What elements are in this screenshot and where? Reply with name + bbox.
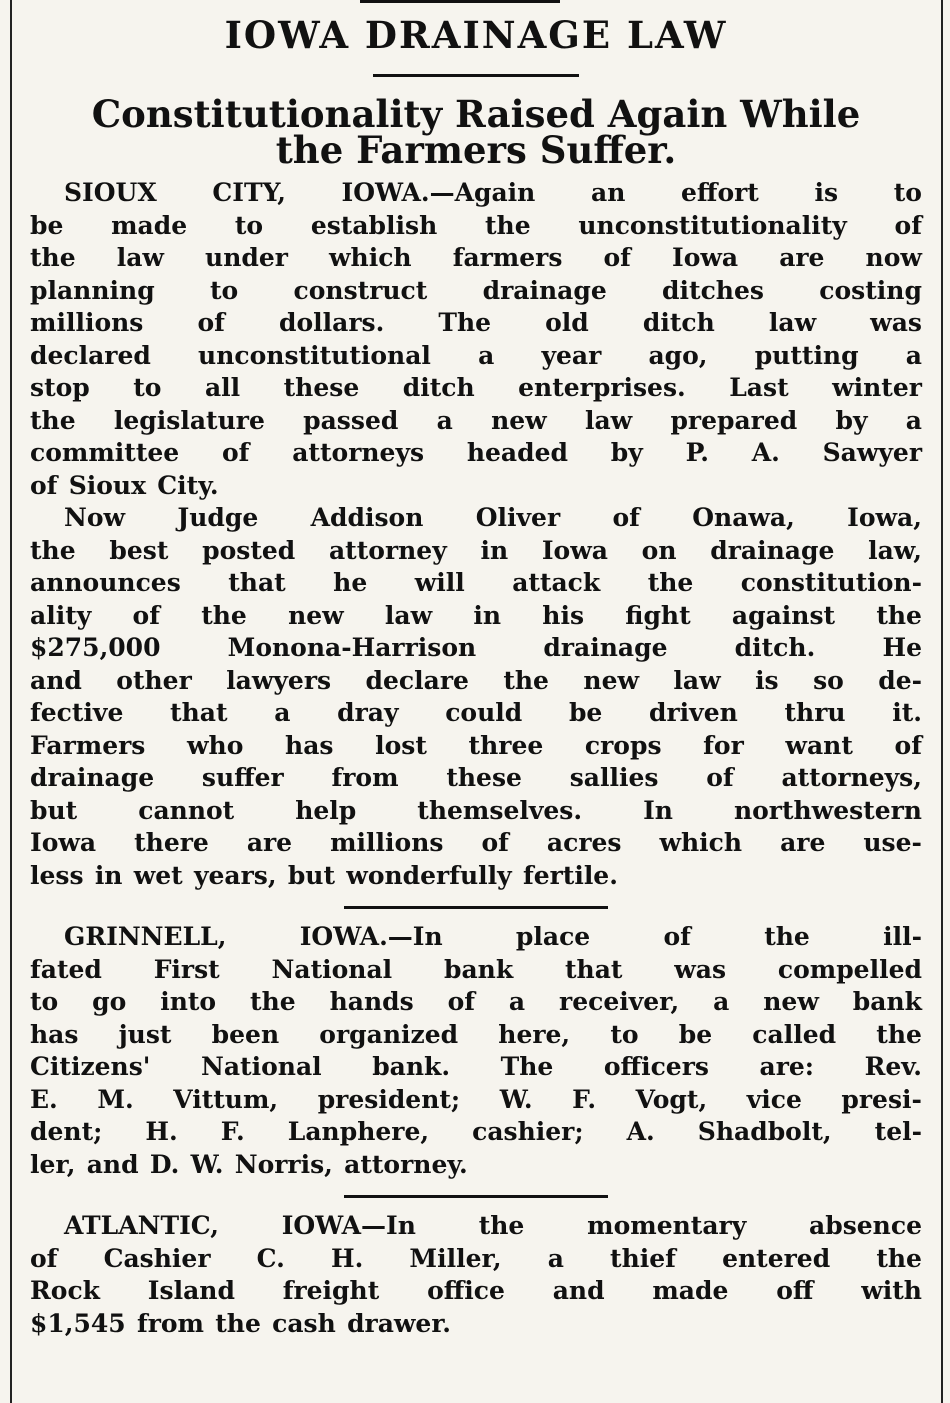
paragraph bbox=[30, 921, 922, 1181]
subhead-line: Constitutionality Raised Again While bbox=[91, 92, 861, 136]
text-line: Farmers who has lost three crops for want of bbox=[30, 730, 922, 760]
text-line: of Cashier C. H. Miller, a thief entered the bbox=[30, 1243, 922, 1273]
text-line: and other lawyers declare the new law is so de- bbox=[30, 665, 922, 695]
column-rule-right bbox=[941, 0, 943, 1403]
text-line: the best posted attorney in Iowa on drainage law, bbox=[30, 535, 922, 565]
story-rule bbox=[344, 1195, 608, 1198]
article bbox=[30, 0, 922, 1340]
text-line: be made to establish the unconstitutionality of bbox=[30, 210, 922, 240]
text-line: planning to construct drainage ditches costing bbox=[30, 275, 922, 305]
text-line: Citizens' National bank. The officers are: Rev. bbox=[30, 1052, 922, 1081]
story bbox=[30, 921, 922, 1181]
text-line: SIOUX CITY, IOWA.—Again an effort is to bbox=[64, 178, 922, 207]
stories bbox=[30, 177, 922, 1340]
story-rule bbox=[344, 906, 608, 909]
text-line: declared unconstitutional a year ago, putting a bbox=[30, 340, 922, 370]
text-line: fated First National bank that was compelled bbox=[30, 954, 922, 984]
text-line: millions of dollars. The old ditch law was bbox=[30, 308, 922, 337]
text-line: the legislature passed a new law prepared by a bbox=[30, 405, 922, 435]
text-line: $1,545 from the cash drawer. bbox=[30, 1308, 451, 1338]
text-line: drainage suffer from these sallies of attorneys, bbox=[30, 763, 922, 792]
text-line: ler, and D. W. Norris, attorney. bbox=[30, 1149, 468, 1179]
subhead-line: the Farmers Suffer. bbox=[275, 128, 677, 172]
subhead bbox=[30, 85, 922, 179]
story bbox=[30, 1210, 922, 1340]
text-line: Now Judge Addison Oliver of Onawa, Iowa, bbox=[64, 503, 922, 532]
text-line: Iowa there are millions of acres which are use- bbox=[30, 828, 922, 857]
paragraph bbox=[30, 1210, 922, 1340]
text-line: Rock Island freight office and made off with bbox=[30, 1276, 922, 1305]
text-line: committee of attorneys headed by P. A. Sawyer bbox=[30, 438, 922, 467]
text-line: stop to all these ditch enterprises. Last winter bbox=[30, 373, 922, 402]
text-line: dent; H. F. Lanphere, cashier; A. Shadbolt, tel- bbox=[30, 1117, 922, 1146]
text-line: E. M. Vittum, president; W. F. Vogt, vice presi- bbox=[30, 1084, 922, 1114]
headline: IOWA DRAINAGE LAW bbox=[224, 13, 728, 57]
text-line: ATLANTIC, IOWA—In the momentary absence bbox=[64, 1211, 922, 1240]
text-line: the law under which farmers of Iowa are now bbox=[30, 243, 922, 272]
paragraph bbox=[30, 502, 922, 892]
column-rule-left bbox=[10, 0, 12, 1403]
text-line: of Sioux City. bbox=[30, 470, 219, 500]
headline-rule bbox=[373, 74, 579, 77]
text-line: announces that he will attack the constitution- bbox=[30, 568, 922, 597]
text-line: but cannot help themselves. In northwestern bbox=[30, 795, 922, 825]
text-line: less in wet years, but wonderfully fertile. bbox=[30, 860, 618, 890]
paragraph bbox=[30, 177, 922, 502]
story bbox=[30, 177, 922, 892]
text-line: ality of the new law in his fight against the bbox=[30, 600, 922, 630]
text-line: GRINNELL, IOWA.—In place of the ill- bbox=[64, 922, 922, 951]
text-line: to go into the hands of a receiver, a new bank bbox=[30, 987, 922, 1016]
text-line: fective that a dray could be driven thru it. bbox=[30, 698, 922, 727]
text-line: $275,000 Monona-Harrison drainage ditch. He bbox=[30, 633, 922, 662]
text-line: has just been organized here, to be called the bbox=[30, 1019, 922, 1049]
